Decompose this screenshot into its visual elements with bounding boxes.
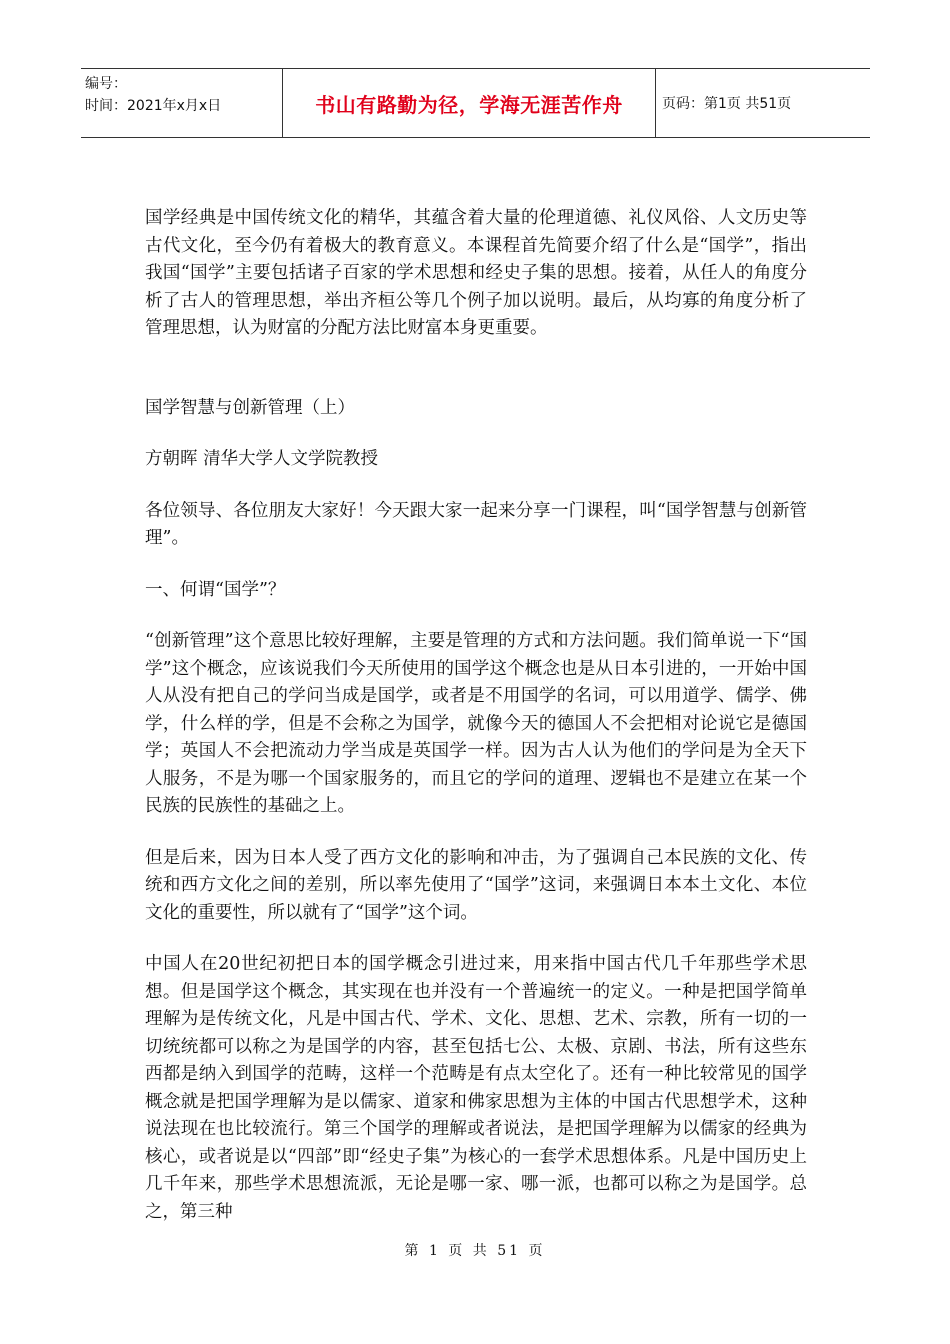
header-page-label: 页码：第1页 共51页 (662, 96, 792, 112)
document-body (145, 205, 807, 1226)
lecturer-line: 方朝晖 清华大学人文学院教授 (145, 449, 379, 469)
body-paragraph: 但是后来，因为日本人受了西方文化的影响和冲击，为了强调自己本民族的文化、传统和西方文化之间的差别，所以率先使用了“国学”这词，来强调日本本土文化、本位文化的重要性，所以就有了“国学”这个词。 (145, 847, 807, 923)
greeting-paragraph: 各位领导、各位朋友大家好！今天跟大家一起来分享一门课程，叫“国学智慧与创新管理”。 (145, 500, 807, 548)
document-date-label: 时间：2021年x月x日 (85, 98, 222, 114)
document-number-label: 编号： (85, 76, 127, 92)
lecture-title: 国学智慧与创新管理（上） (145, 397, 355, 418)
page-footer: 第 1 页 共 51 页 (404, 1243, 546, 1259)
header-motto: 书山有路勤为径，学海无涯苦作舟 (282, 69, 656, 137)
abstract-paragraph: 国学经典是中国传统文化的精华，其蕴含着大量的伦理道德、礼仪风俗、人文历史等古代文化，至今仍有着极大的教育意义。本课程首先简要介绍了什么是“国学”，指出我国“国学”主要包括诸子百家的学术思想和经史子集的思想。接着，从任人的角度分析了古人的管理思想，举出齐桓公等几个例子加以说明。最后，从均寡的角度分析了管理思想，认为财富的分配方法比财富本身更重要。 (145, 208, 807, 338)
header-left-cell (81, 69, 282, 137)
section-heading: 一、何谓“国学”？ (145, 579, 286, 600)
body-paragraph: “创新管理”这个意思比较好理解，主要是管理的方式和方法问题。我们简单说一下“国学”这个概念，应该说我们今天所使用的国学这个概念也是从日本引进的，一开始中国人从没有把自己的学问当成是国学，或者是不用国学的名词，可以用道学、儒学、佛学，什么样的学，但是不会称之为国学，就像今天的德国人不会把相对论说它是德国学；英国人不会把流动力学当成是英国学一样。因为古人认为他们的学问是为全天下人服务，不是为哪一个国家服务的，而且它的学问的道理、逻辑也不是建立在某一个民族的民族性的基础之上。 (145, 631, 807, 816)
body-paragraph: 中国人在20世纪初把日本的国学概念引进过来，用来指中国古代几千年那些学术思想。但是国学这个概念，其实现在也并没有一个普遍统一的定义。一种是把国学简单理解为是传统文化，凡是中国古代、学术、文化、思想、艺术、宗教，所有一切的一切统统都可以称之为是国学的内容，甚至包括七公、太极、京剧、书法，所有这些东西都是纳入到国学的范畴，这样一个范畴是有点太空化了。还有一种比较常见的国学概念就是把国学理解为是以儒家、道家和佛家思想为主体的中国古代思想学术，这种说法现在也比较流行。第三个国学的理解或者说法，是把国学理解为以儒家的经典为核心，或者说是以“四部”即“经史子集”为核心的一套学术思想体系。凡是中国历史上几千年来，那些学术思想流派，无论是哪一家、哪一派，也都可以称之为是国学。总之，第三种 (145, 954, 807, 1222)
page-header (81, 68, 870, 138)
